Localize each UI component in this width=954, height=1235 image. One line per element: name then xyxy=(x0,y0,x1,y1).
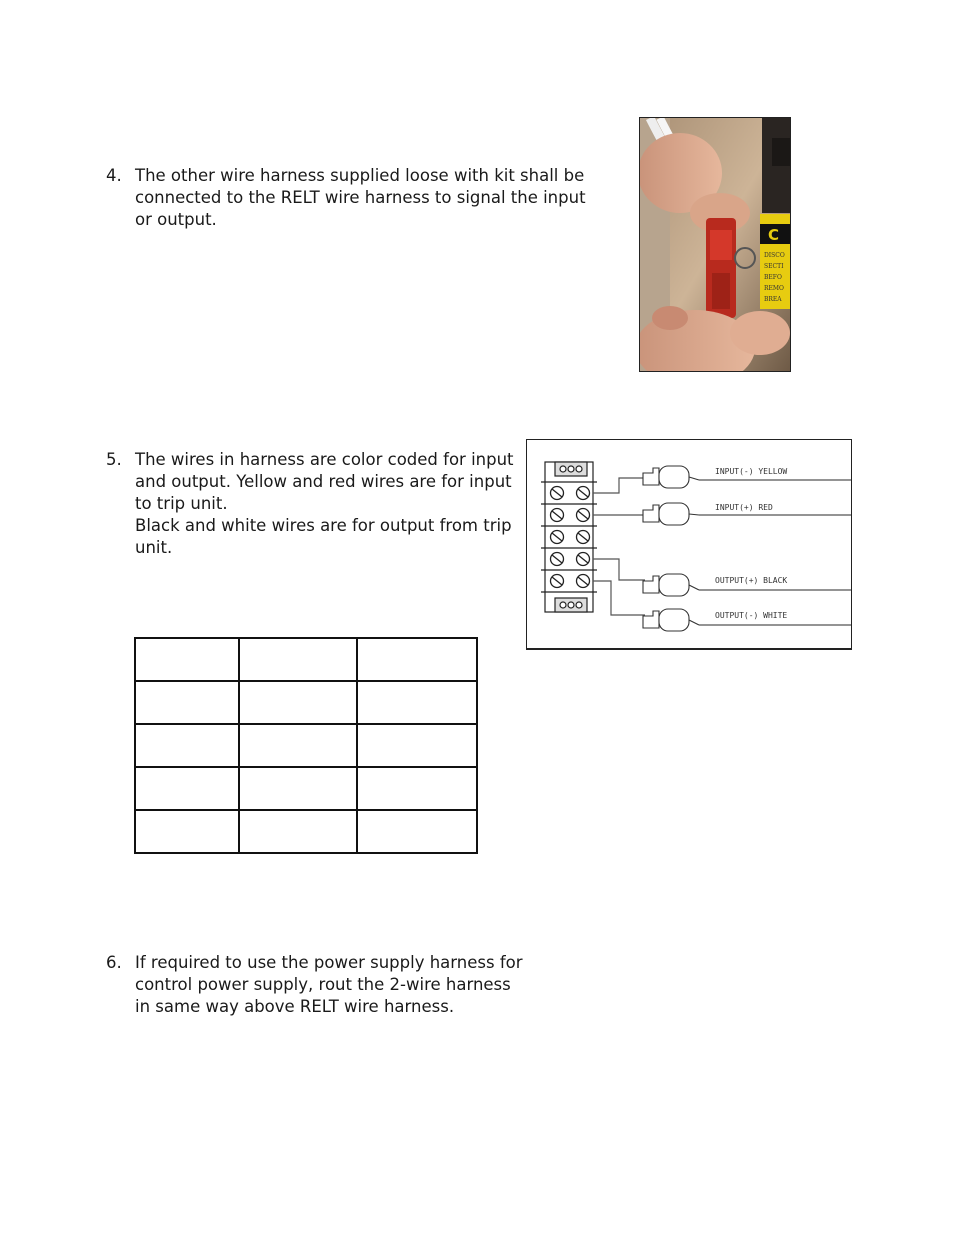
step-number: 6. xyxy=(106,953,122,972)
step-paragraph: Black and white wires are for output from trip unit. xyxy=(135,516,512,557)
table-cell xyxy=(135,724,239,767)
table-cell xyxy=(239,767,357,810)
sign-line: BEFO xyxy=(764,274,782,281)
wires xyxy=(593,478,851,625)
ring-terminals xyxy=(643,466,699,631)
step-paragraph: The wires in harness are color coded for input and output. Yellow and red wires are for input to trip unit. xyxy=(135,450,514,513)
table-cell xyxy=(239,724,357,767)
table-row xyxy=(135,638,477,681)
table-cell xyxy=(357,681,477,724)
sign-letter: C xyxy=(768,226,780,244)
blank-table xyxy=(134,637,478,854)
step-text xyxy=(135,165,596,231)
sign-line: SECTI xyxy=(764,263,784,270)
connector-photo xyxy=(639,117,791,372)
table-cell xyxy=(239,681,357,724)
step-paragraph: If required to use the power supply harness for control power supply, rout the 2-wire harness in same way above RELT wire harness. xyxy=(135,953,523,1016)
sign-line: DISCO xyxy=(764,252,785,259)
table-cell xyxy=(357,638,477,681)
step-text xyxy=(135,952,526,1018)
wiring-diagram xyxy=(526,439,852,650)
table-cell xyxy=(239,638,357,681)
step-paragraph: The other wire harness supplied loose with kit shall be connected to the RELT wire harness to signal the input or output. xyxy=(135,166,586,229)
sign-line: BREA xyxy=(764,296,782,303)
step-number: 5. xyxy=(106,450,122,469)
table-row xyxy=(135,767,477,810)
wire-label-output-black: OUTPUT(+) BLACK xyxy=(715,576,788,585)
table-cell xyxy=(135,810,239,853)
sign-line: REMO xyxy=(764,285,784,292)
wire-label-output-white: OUTPUT(-) WHITE xyxy=(715,611,788,620)
table-cell xyxy=(135,681,239,724)
table-row xyxy=(135,810,477,853)
step-text xyxy=(135,449,526,559)
table-row xyxy=(135,724,477,767)
table-cell xyxy=(135,638,239,681)
wire-label-input-red: INPUT(+) RED xyxy=(715,503,773,512)
table-cell xyxy=(239,810,357,853)
wire-label-input-yellow: INPUT(-) YELLOW xyxy=(715,467,788,476)
table-cell xyxy=(357,724,477,767)
table-cell xyxy=(357,767,477,810)
step-number: 4. xyxy=(106,166,122,185)
table-row xyxy=(135,681,477,724)
table-cell xyxy=(357,810,477,853)
table-cell xyxy=(135,767,239,810)
